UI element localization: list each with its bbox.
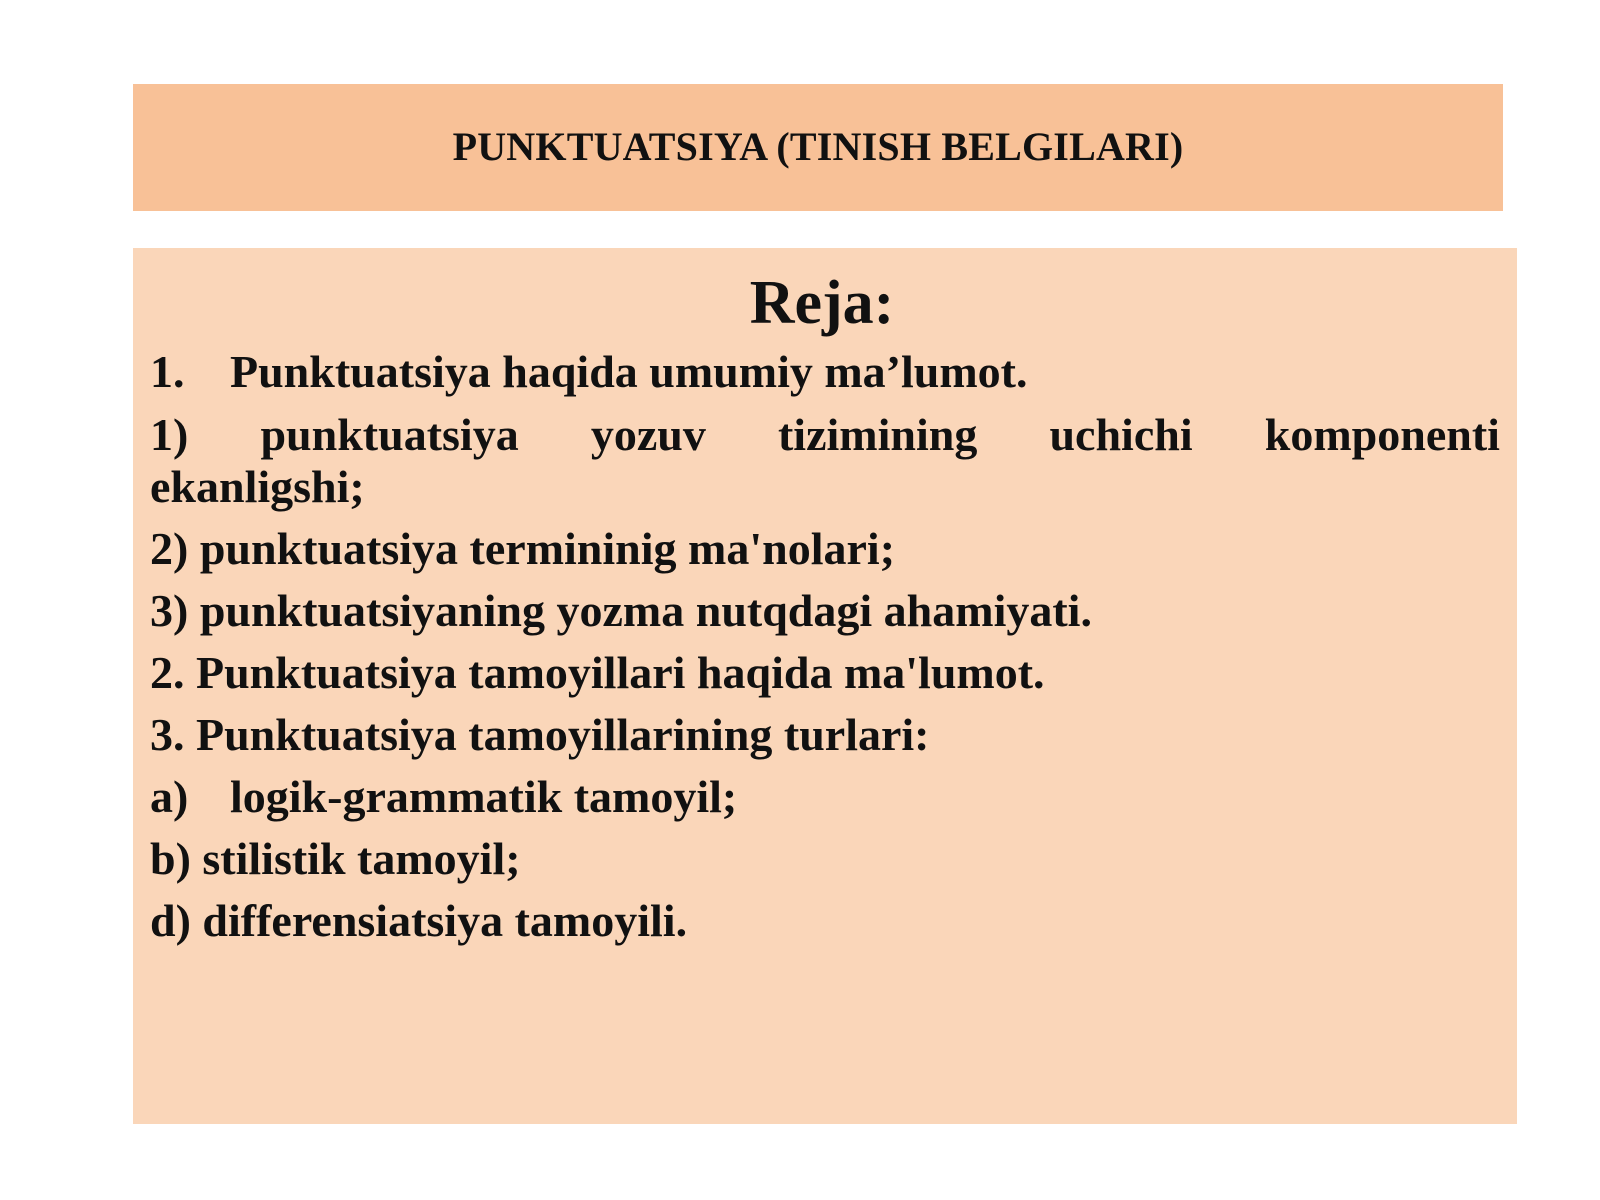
plan-item-text: logik-grammatik tamoyil; [230,771,738,822]
plan-item-3: 3. Punktuatsiya tamoyillarining turlari: [150,709,930,760]
plan-word: komponenti [1264,409,1500,460]
plan-word: punktuatsiya [260,409,519,460]
plan-item-1-2: 2) punktuatsiya termininig ma'nolari; [150,523,896,574]
plan-item-text: Punktuatsiya haqida umumiy ma’lumot. [230,346,1028,397]
plan-item-marker: 1. [150,346,185,397]
plan-item-marker: a) [150,771,189,822]
plan-item-1-1 [150,409,1500,461]
plan-item-1 [150,346,1028,398]
plan-item-3-d: d) differensiatsiya tamoyili. [150,895,688,946]
plan-item-2: 2. Punktuatsiya tamoyillari haqida ma'lumot. [150,647,1045,698]
plan-item-3-a [150,771,737,823]
plan-word: 1) [150,409,189,460]
plan-heading: Reja: [749,269,895,337]
slide-title: PUNKTUATSIYA (TINISH BELGILARI) [452,124,1184,169]
plan-item-1-1-continuation: ekanligshi; [150,461,365,512]
plan-word: tizimining [777,409,978,460]
plan-item-1-3: 3) punktuatsiyaning yozma nutqdagi ahamiyati. [150,585,1092,636]
plan-item-3-b: b) stilistik tamoyil; [150,833,521,884]
plan-word: yozuv [590,409,706,460]
plan-word: uchichi [1049,409,1193,460]
title-bar [133,84,1503,211]
